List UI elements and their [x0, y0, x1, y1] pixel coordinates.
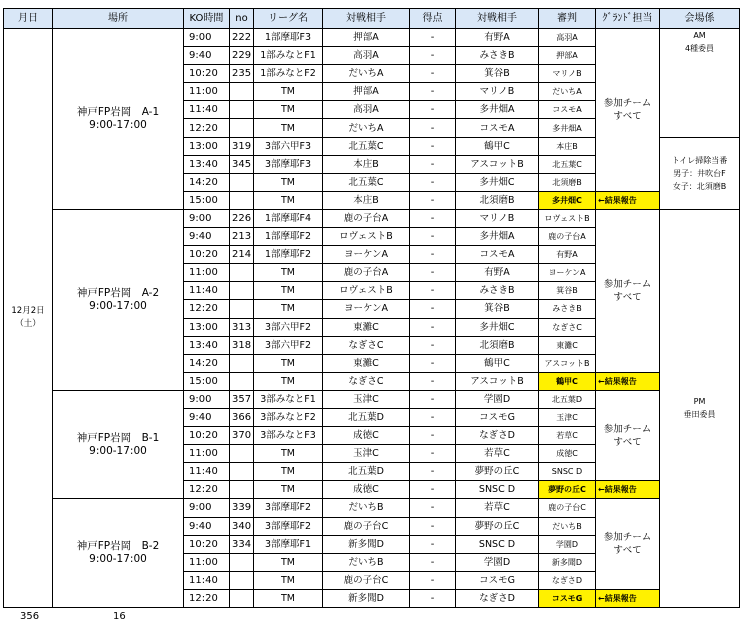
referee-cell: みさきB: [539, 300, 596, 318]
ko-time-cell: 14:20: [184, 173, 230, 191]
home-team-cell: 高羽A: [323, 47, 410, 65]
score-cell: -: [410, 101, 456, 119]
col-header-league: リーグ名: [254, 9, 323, 29]
match-no-cell: 339: [230, 499, 254, 517]
score-cell: -: [410, 119, 456, 137]
table-row: [4, 209, 740, 227]
match-no-cell: [230, 300, 254, 318]
league-cell: 1部摩耶F3: [254, 29, 323, 47]
league-cell: 1部みなとF1: [254, 47, 323, 65]
referee-cell: 多井畑A: [539, 119, 596, 137]
score-cell: -: [410, 535, 456, 553]
referee-cell: 玉津C: [539, 408, 596, 426]
score-cell: -: [410, 137, 456, 155]
referee-cell: 若草C: [539, 427, 596, 445]
home-team-cell: なぎさC: [323, 336, 410, 354]
home-team-cell: ヨーケンA: [323, 300, 410, 318]
ko-time-cell: 15:00: [184, 191, 230, 209]
referee-cell: 押部A: [539, 47, 596, 65]
referee-cell: なぎさC: [539, 318, 596, 336]
match-no-cell: [230, 445, 254, 463]
referee-cell: だいちA: [539, 83, 596, 101]
venue-cell: 神戸FP岩岡 A-1 9:00-17:00: [53, 29, 184, 210]
home-team-cell: 玉津C: [323, 390, 410, 408]
away-team-cell: 若草C: [456, 499, 539, 517]
home-team-cell: 本庄B: [323, 191, 410, 209]
home-team-cell: だいちB: [323, 553, 410, 571]
hall-staff-cell: トイレ掃除当番 男子：井吹台F 女子：北須磨B: [660, 137, 740, 209]
ko-time-cell: 9:40: [184, 228, 230, 246]
league-cell: TM: [254, 83, 323, 101]
home-team-cell: 高羽A: [323, 101, 410, 119]
footer-count: 356: [20, 611, 40, 622]
away-team-cell: 学園D: [456, 390, 539, 408]
league-cell: TM: [254, 481, 323, 499]
score-cell: -: [410, 336, 456, 354]
away-team-cell: SNSC D: [456, 535, 539, 553]
match-no-cell: [230, 589, 254, 607]
ko-time-cell: 10:20: [184, 427, 230, 445]
home-team-cell: 北五葉D: [323, 463, 410, 481]
league-cell: TM: [254, 354, 323, 372]
col-header-referee: 審判: [539, 9, 596, 29]
score-cell: -: [410, 481, 456, 499]
score-cell: -: [410, 571, 456, 589]
away-team-cell: 夢野の丘C: [456, 463, 539, 481]
score-cell: -: [410, 517, 456, 535]
match-no-cell: [230, 282, 254, 300]
col-header-score: 得点: [410, 9, 456, 29]
date-cell: 12月2日 （土）: [4, 29, 53, 608]
referee-cell: ロヴェストB: [539, 209, 596, 227]
home-team-cell: 鹿の子台C: [323, 517, 410, 535]
score-cell: -: [410, 29, 456, 47]
league-cell: TM: [254, 445, 323, 463]
match-no-cell: 345: [230, 155, 254, 173]
referee-cell: 高羽A: [539, 29, 596, 47]
col-header-ko-time: KO時間: [184, 9, 230, 29]
venue-cell: 神戸FP岩岡 B-2 9:00-17:00: [53, 499, 184, 608]
away-team-cell: 鶴甲C: [456, 137, 539, 155]
referee-cell: 夢野の丘C: [539, 481, 596, 499]
match-no-cell: [230, 553, 254, 571]
home-team-cell: 北五葉C: [323, 137, 410, 155]
referee-cell: 北須磨B: [539, 173, 596, 191]
score-cell: -: [410, 499, 456, 517]
league-cell: TM: [254, 463, 323, 481]
referee-cell: アスコットB: [539, 354, 596, 372]
venue-cell: 神戸FP岩岡 A-2 9:00-17:00: [53, 209, 184, 390]
col-header-no: no: [230, 9, 254, 29]
referee-cell: コスモA: [539, 101, 596, 119]
home-team-cell: 成徳C: [323, 427, 410, 445]
league-cell: TM: [254, 571, 323, 589]
league-cell: TM: [254, 264, 323, 282]
ko-time-cell: 9:40: [184, 517, 230, 535]
away-team-cell: コスモA: [456, 119, 539, 137]
ko-time-cell: 11:40: [184, 282, 230, 300]
score-cell: -: [410, 264, 456, 282]
score-cell: -: [410, 65, 456, 83]
score-cell: -: [410, 589, 456, 607]
result-report-cell: ←結果報告: [596, 481, 660, 499]
score-cell: -: [410, 372, 456, 390]
league-cell: 3部摩耶F2: [254, 517, 323, 535]
league-cell: 3部六甲F3: [254, 137, 323, 155]
score-cell: -: [410, 246, 456, 264]
ko-time-cell: 9:00: [184, 29, 230, 47]
league-cell: TM: [254, 191, 323, 209]
away-team-cell: 鶴甲C: [456, 354, 539, 372]
ground-duty-cell: 参加チーム すべて: [596, 29, 660, 192]
away-team-cell: SNSC D: [456, 481, 539, 499]
col-header-hall: 会場係: [660, 9, 740, 29]
ko-time-cell: 9:40: [184, 47, 230, 65]
referee-cell: だいちB: [539, 517, 596, 535]
away-team-cell: 多井畑C: [456, 318, 539, 336]
match-no-cell: 366: [230, 408, 254, 426]
home-team-cell: だいちA: [323, 119, 410, 137]
league-cell: TM: [254, 173, 323, 191]
col-header-opponent-away: 対戦相手: [456, 9, 539, 29]
home-team-cell: 東灘C: [323, 354, 410, 372]
score-cell: -: [410, 445, 456, 463]
referee-cell: 北五葉C: [539, 155, 596, 173]
referee-cell: 北五葉D: [539, 390, 596, 408]
away-team-cell: 多井畑C: [456, 173, 539, 191]
away-team-cell: みさきB: [456, 47, 539, 65]
away-team-cell: アスコットB: [456, 155, 539, 173]
referee-cell: 多井畑C: [539, 191, 596, 209]
away-team-cell: なぎさD: [456, 589, 539, 607]
home-team-cell: 押部A: [323, 29, 410, 47]
away-team-cell: 北須磨B: [456, 191, 539, 209]
league-cell: TM: [254, 372, 323, 390]
league-cell: 3部みなとF2: [254, 408, 323, 426]
ko-time-cell: 10:20: [184, 535, 230, 553]
ko-time-cell: 11:00: [184, 553, 230, 571]
col-header-ground: ｸﾞﾗﾝﾄﾞ担当: [596, 9, 660, 29]
table-row: [4, 499, 740, 517]
away-team-cell: 多井畑A: [456, 101, 539, 119]
score-cell: -: [410, 463, 456, 481]
match-no-cell: [230, 354, 254, 372]
referee-cell: 成徳C: [539, 445, 596, 463]
ko-time-cell: 11:00: [184, 445, 230, 463]
match-no-cell: [230, 372, 254, 390]
ko-time-cell: 9:00: [184, 390, 230, 408]
league-cell: 1部摩耶F4: [254, 209, 323, 227]
match-no-cell: 235: [230, 65, 254, 83]
home-team-cell: 鹿の子台C: [323, 571, 410, 589]
home-team-cell: 押部A: [323, 83, 410, 101]
away-team-cell: 学園D: [456, 553, 539, 571]
ko-time-cell: 10:20: [184, 246, 230, 264]
schedule-table: [3, 8, 740, 608]
ko-time-cell: 12:20: [184, 300, 230, 318]
match-no-cell: 226: [230, 209, 254, 227]
away-team-cell: みさきB: [456, 282, 539, 300]
away-team-cell: コスモG: [456, 408, 539, 426]
ko-time-cell: 15:00: [184, 372, 230, 390]
away-team-cell: マリノB: [456, 209, 539, 227]
home-team-cell: ロヴェストB: [323, 228, 410, 246]
away-team-cell: コスモG: [456, 571, 539, 589]
ko-time-cell: 11:40: [184, 101, 230, 119]
home-team-cell: 北五葉C: [323, 173, 410, 191]
ground-duty-cell: 参加チーム すべて: [596, 390, 660, 480]
score-cell: -: [410, 390, 456, 408]
home-team-cell: 鹿の子台A: [323, 264, 410, 282]
ko-time-cell: 13:40: [184, 336, 230, 354]
referee-cell: 学園D: [539, 535, 596, 553]
away-team-cell: コスモA: [456, 246, 539, 264]
away-team-cell: 若草C: [456, 445, 539, 463]
hall-staff-cell: AM 4種委員: [660, 29, 740, 138]
ko-time-cell: 9:40: [184, 408, 230, 426]
header-row: [4, 9, 740, 29]
match-no-cell: [230, 463, 254, 481]
match-no-cell: 214: [230, 246, 254, 264]
away-team-cell: 多井畑A: [456, 228, 539, 246]
referee-cell: 東灘C: [539, 336, 596, 354]
match-no-cell: 370: [230, 427, 254, 445]
score-cell: -: [410, 83, 456, 101]
home-team-cell: ロヴェストB: [323, 282, 410, 300]
match-no-cell: 357: [230, 390, 254, 408]
referee-cell: ヨーケンA: [539, 264, 596, 282]
match-no-cell: [230, 571, 254, 589]
referee-cell: 箕谷B: [539, 282, 596, 300]
away-team-cell: 有野A: [456, 29, 539, 47]
score-cell: -: [410, 318, 456, 336]
score-cell: -: [410, 282, 456, 300]
referee-cell: なぎさD: [539, 571, 596, 589]
league-cell: 1部摩耶F2: [254, 246, 323, 264]
home-team-cell: 新多聞D: [323, 589, 410, 607]
match-no-cell: 313: [230, 318, 254, 336]
league-cell: TM: [254, 589, 323, 607]
ko-time-cell: 11:40: [184, 571, 230, 589]
league-cell: 3部みなとF1: [254, 390, 323, 408]
league-cell: TM: [254, 553, 323, 571]
league-cell: TM: [254, 300, 323, 318]
league-cell: 3部摩耶F2: [254, 499, 323, 517]
table-row: [4, 29, 740, 47]
league-cell: 1部摩耶F2: [254, 228, 323, 246]
referee-cell: コスモG: [539, 589, 596, 607]
away-team-cell: アスコットB: [456, 372, 539, 390]
score-cell: -: [410, 553, 456, 571]
match-no-cell: 213: [230, 228, 254, 246]
footer-sub: 16: [113, 611, 126, 622]
ground-duty-cell: 参加チーム すべて: [596, 499, 660, 589]
away-team-cell: マリノB: [456, 83, 539, 101]
score-cell: -: [410, 427, 456, 445]
home-team-cell: ヨーケンA: [323, 246, 410, 264]
table-row: [4, 390, 740, 408]
league-cell: 1部みなとF2: [254, 65, 323, 83]
result-report-cell: ←結果報告: [596, 191, 660, 209]
match-no-cell: [230, 264, 254, 282]
match-no-cell: [230, 101, 254, 119]
match-no-cell: 334: [230, 535, 254, 553]
ko-time-cell: 13:00: [184, 318, 230, 336]
col-header-venue: 場所: [53, 9, 184, 29]
home-team-cell: 本庄B: [323, 155, 410, 173]
score-cell: -: [410, 300, 456, 318]
ground-duty-cell: 参加チーム すべて: [596, 209, 660, 372]
ko-time-cell: 13:40: [184, 155, 230, 173]
referee-cell: 鶴甲C: [539, 372, 596, 390]
away-team-cell: 箕谷B: [456, 300, 539, 318]
ko-time-cell: 12:20: [184, 589, 230, 607]
league-cell: 3部摩耶F3: [254, 155, 323, 173]
col-header-opponent-home: 対戦相手: [323, 9, 410, 29]
score-cell: -: [410, 173, 456, 191]
match-no-cell: [230, 481, 254, 499]
ko-time-cell: 13:00: [184, 137, 230, 155]
home-team-cell: 北五葉D: [323, 408, 410, 426]
referee-cell: 本庄B: [539, 137, 596, 155]
score-cell: -: [410, 47, 456, 65]
score-cell: -: [410, 228, 456, 246]
away-team-cell: 夢野の丘C: [456, 517, 539, 535]
home-team-cell: 成徳C: [323, 481, 410, 499]
away-team-cell: 箕谷B: [456, 65, 539, 83]
league-cell: TM: [254, 282, 323, 300]
ko-time-cell: 11:40: [184, 463, 230, 481]
league-cell: TM: [254, 101, 323, 119]
match-no-cell: 229: [230, 47, 254, 65]
score-cell: -: [410, 209, 456, 227]
match-no-cell: 340: [230, 517, 254, 535]
home-team-cell: 鹿の子台A: [323, 209, 410, 227]
referee-cell: 鹿の子台A: [539, 228, 596, 246]
ko-time-cell: 12:20: [184, 481, 230, 499]
score-cell: -: [410, 408, 456, 426]
home-team-cell: 新多聞D: [323, 535, 410, 553]
referee-cell: SNSC D: [539, 463, 596, 481]
home-team-cell: 玉津C: [323, 445, 410, 463]
result-report-cell: ←結果報告: [596, 372, 660, 390]
result-report-cell: ←結果報告: [596, 589, 660, 607]
league-cell: TM: [254, 119, 323, 137]
referee-cell: 有野A: [539, 246, 596, 264]
ko-time-cell: 14:20: [184, 354, 230, 372]
ko-time-cell: 9:00: [184, 209, 230, 227]
match-no-cell: [230, 191, 254, 209]
match-no-cell: [230, 83, 254, 101]
home-team-cell: だいちB: [323, 499, 410, 517]
ko-time-cell: 11:00: [184, 264, 230, 282]
ko-time-cell: 9:00: [184, 499, 230, 517]
referee-cell: 新多聞D: [539, 553, 596, 571]
venue-cell: 神戸FP岩岡 B-1 9:00-17:00: [53, 390, 184, 499]
league-cell: 3部みなとF3: [254, 427, 323, 445]
home-team-cell: だいちA: [323, 65, 410, 83]
col-header-date: 月日: [4, 9, 53, 29]
match-no-cell: [230, 173, 254, 191]
home-team-cell: なぎさC: [323, 372, 410, 390]
score-cell: -: [410, 191, 456, 209]
league-cell: 3部摩耶F1: [254, 535, 323, 553]
league-cell: 3部六甲F2: [254, 336, 323, 354]
referee-cell: 鹿の子台C: [539, 499, 596, 517]
match-no-cell: 318: [230, 336, 254, 354]
score-cell: -: [410, 155, 456, 173]
home-team-cell: 東灘C: [323, 318, 410, 336]
ko-time-cell: 12:20: [184, 119, 230, 137]
match-no-cell: [230, 119, 254, 137]
ko-time-cell: 10:20: [184, 65, 230, 83]
referee-cell: マリノB: [539, 65, 596, 83]
league-cell: 3部六甲F2: [254, 318, 323, 336]
away-team-cell: 有野A: [456, 264, 539, 282]
hall-staff-cell: PM 垂田委員: [660, 209, 740, 607]
match-no-cell: 319: [230, 137, 254, 155]
away-team-cell: なぎさD: [456, 427, 539, 445]
match-no-cell: 222: [230, 29, 254, 47]
score-cell: -: [410, 354, 456, 372]
ko-time-cell: 11:00: [184, 83, 230, 101]
away-team-cell: 北須磨B: [456, 336, 539, 354]
